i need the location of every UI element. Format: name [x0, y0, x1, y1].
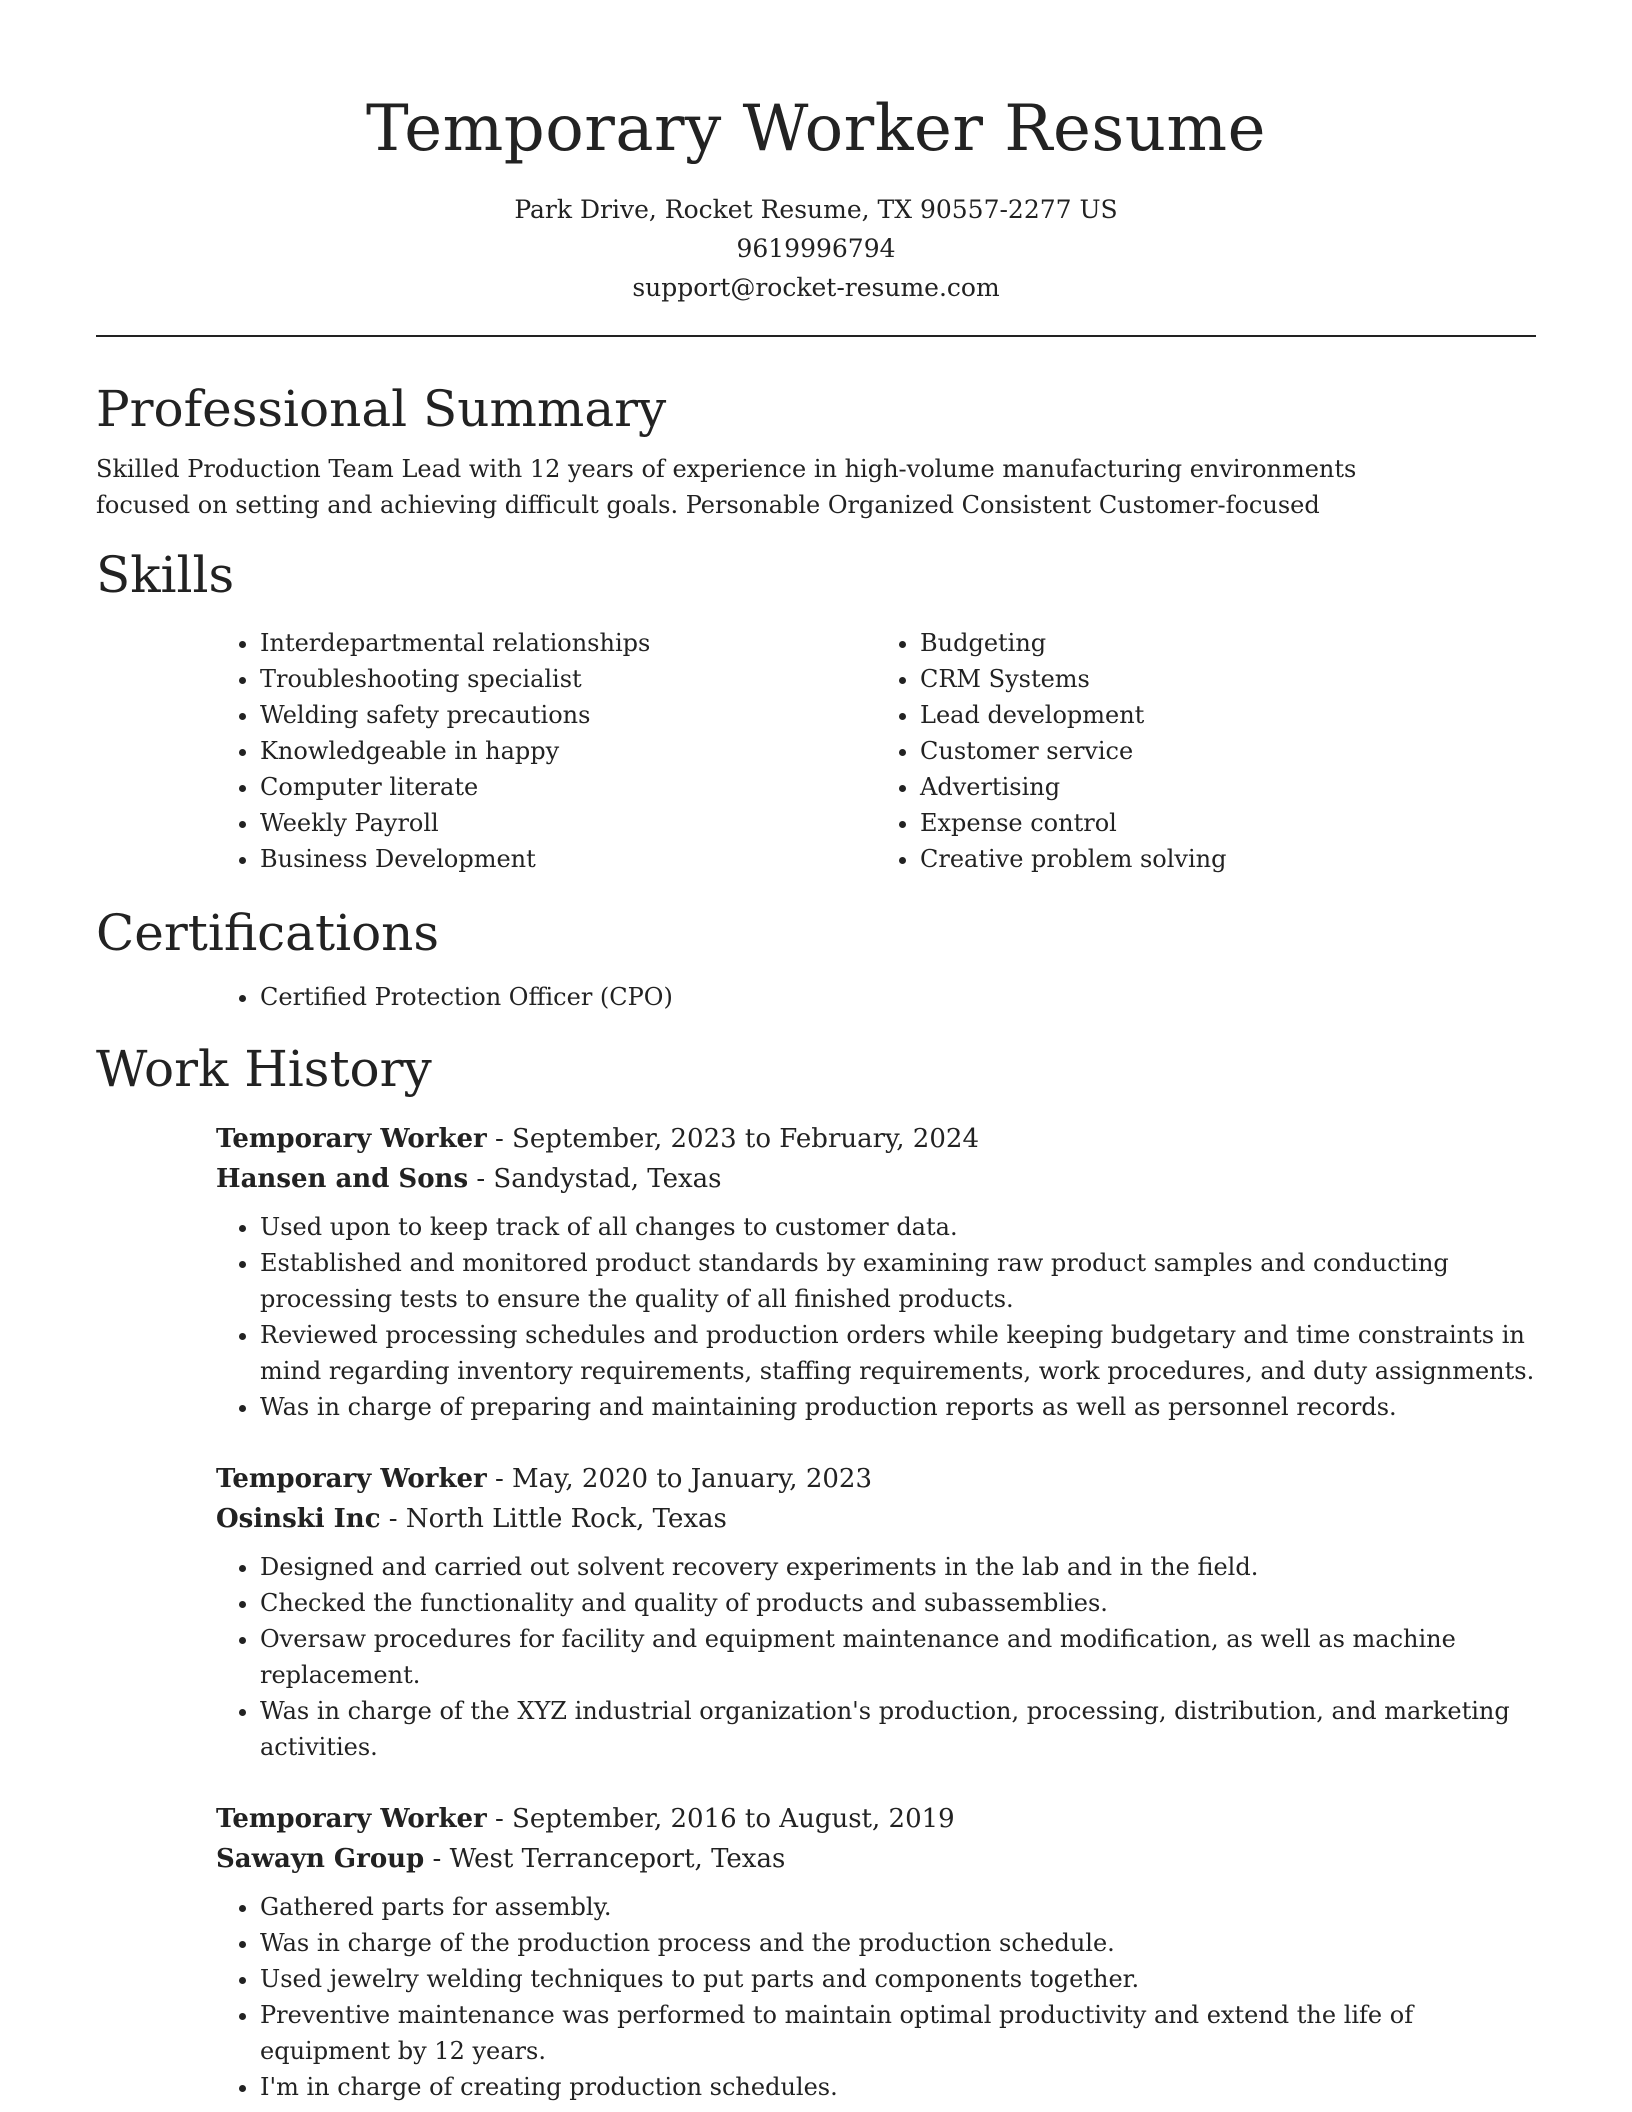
job-title: Temporary Worker	[216, 1464, 487, 1494]
skill-item: • Troubleshooting specialist	[260, 661, 876, 697]
skills-columns	[216, 625, 1536, 877]
job-title-line	[216, 1119, 1536, 1159]
job-dates: - September, 2023 to February, 2024	[486, 1124, 979, 1154]
job-title-line	[216, 1459, 1536, 1499]
skill-item: • Expense control	[920, 805, 1536, 841]
skill-item: • Customer service	[920, 733, 1536, 769]
summary-heading: Professional Summary	[96, 380, 667, 438]
summary-text: Skilled Production Team Lead with 12 years of experience in high-volume manufacturing environments focused on setting and achieving difficult goals. Personable Organized Consistent Customer-focused	[96, 455, 1357, 519]
resume-page	[96, 0, 1536, 2105]
job-bullets	[216, 1209, 1536, 1425]
job-company-line	[216, 1499, 1536, 1539]
job-entry	[216, 1459, 1536, 1765]
job-company-line	[216, 1159, 1536, 1199]
skill-item: • Welding safety precautions	[260, 697, 876, 733]
skill-item: • Advertising	[920, 769, 1536, 805]
work-history-section	[96, 1037, 1536, 2105]
skill-item: • CRM Systems	[920, 661, 1536, 697]
job-title: Temporary Worker	[216, 1804, 487, 1834]
contact-address: Park Drive, Rocket Resume, TX 90557-2277 US	[514, 195, 1118, 224]
job-bullet: • Reviewed processing schedules and production orders while keeping budgetary and time constraints in mind regarding inventory requirements, staffing requirements, work procedures, and duty assignments.	[260, 1317, 1536, 1389]
job-bullets	[216, 1549, 1536, 1765]
skills-list-right	[876, 625, 1536, 877]
skill-item: • Creative problem solving	[920, 841, 1536, 877]
skill-item: • Knowledgeable in happy	[260, 733, 876, 769]
skills-list-left	[216, 625, 876, 877]
job-bullets	[216, 1889, 1536, 2105]
header-divider	[96, 335, 1536, 337]
job-bullet: • Was in charge of preparing and maintaining production reports as well as personnel records.	[260, 1389, 1536, 1425]
skill-item: • Lead development	[920, 697, 1536, 733]
job-location: - West Terranceport, Texas	[424, 1844, 786, 1874]
job-title-line	[216, 1799, 1536, 1839]
skill-item: • Interdepartmental relationships	[260, 625, 876, 661]
job-company-line	[216, 1839, 1536, 1879]
job-dates: - September, 2016 to August, 2019	[486, 1804, 955, 1834]
contact-phone: 9619996794	[736, 234, 896, 263]
resume-title: Temporary Worker Resume	[366, 92, 1266, 166]
skills-heading: Skills	[96, 546, 235, 604]
skill-item: • Weekly Payroll	[260, 805, 876, 841]
skills-section	[96, 543, 1536, 877]
certifications-section	[96, 901, 1536, 1015]
job-entry	[216, 1799, 1536, 2105]
contact-block	[96, 190, 1536, 307]
job-dates: - May, 2020 to January, 2023	[486, 1464, 872, 1494]
job-bullet: • I'm in charge of creating production schedules.	[260, 2069, 1536, 2105]
job-bullet: • Used upon to keep track of all changes to customer data.	[260, 1209, 1536, 1245]
job-bullet: • Designed and carried out solvent recovery experiments in the lab and in the field.	[260, 1549, 1536, 1585]
skill-item: • Budgeting	[920, 625, 1536, 661]
job-bullet: • Was in charge of the production process and the production schedule.	[260, 1925, 1536, 1961]
job-company: Hansen and Sons	[216, 1164, 469, 1194]
contact-email: support@rocket-resume.com	[632, 273, 1000, 302]
certifications-list	[216, 979, 1536, 1015]
job-entry	[216, 1119, 1536, 1425]
certifications-heading: Certifications	[96, 904, 440, 962]
work-history-heading: Work History	[96, 1040, 432, 1098]
job-company: Sawayn Group	[216, 1844, 425, 1874]
job-title: Temporary Worker	[216, 1124, 487, 1154]
job-bullet: • Checked the functionality and quality of products and subassemblies.	[260, 1585, 1536, 1621]
job-company: Osinski Inc	[216, 1504, 381, 1534]
job-bullet: • Preventive maintenance was performed to maintain optimal productivity and extend the life of equipment by 12 years.	[260, 1997, 1536, 2069]
job-bullet: • Was in charge of the XYZ industrial organization's production, processing, distribution, and marketing activities.	[260, 1693, 1536, 1765]
skill-item: • Computer literate	[260, 769, 876, 805]
job-bullet: • Gathered parts for assembly.	[260, 1889, 1536, 1925]
job-bullet: • Oversaw procedures for facility and equipment maintenance and modification, as well as machine replacement.	[260, 1621, 1536, 1693]
job-location: - North Little Rock, Texas	[380, 1504, 727, 1534]
job-location: - Sandystad, Texas	[468, 1164, 722, 1194]
summary-section	[96, 377, 1536, 523]
skill-item: • Business Development	[260, 841, 876, 877]
job-bullet: • Established and monitored product standards by examining raw product samples and conducting processing tests to ensure the quality of all finished products.	[260, 1245, 1536, 1317]
job-bullet: • Used jewelry welding techniques to put parts and components together.	[260, 1961, 1536, 1997]
certification-item: • Certified Protection Officer (CPO)	[260, 979, 1536, 1015]
